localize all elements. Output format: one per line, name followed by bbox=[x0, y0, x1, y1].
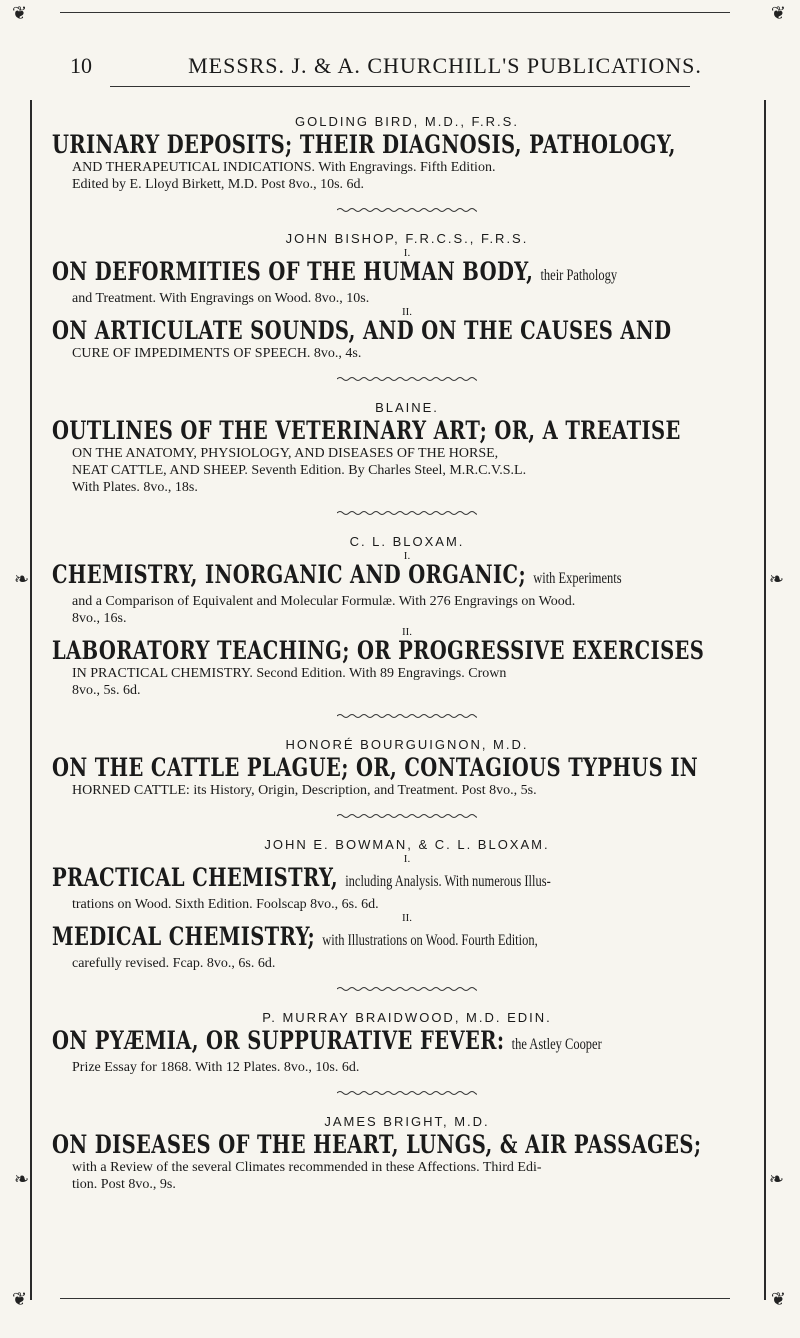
author-name: JOHN BISHOP, F.R.C.S., F.R.S. bbox=[285, 231, 529, 246]
work-description-line: trations on Wood. Sixth Edition. Foolscap 8vo., 6s. 6d. bbox=[72, 897, 379, 912]
work-numeral: II. bbox=[401, 912, 413, 924]
work-title bbox=[52, 754, 761, 782]
corner-ornament-icon: ❦ bbox=[770, 1289, 786, 1309]
side-ornament-icon: ❧ bbox=[14, 569, 30, 589]
catalogue-entries bbox=[52, 96, 762, 1193]
section-divider bbox=[337, 510, 477, 516]
author-name: C. L. BLOXAM. bbox=[349, 534, 465, 549]
catalogue-entry bbox=[52, 837, 762, 992]
work-title bbox=[52, 317, 761, 345]
section-divider bbox=[337, 986, 477, 992]
work-numeral: I. bbox=[403, 247, 411, 259]
catalogue-entry bbox=[52, 1010, 762, 1096]
work-title bbox=[52, 1027, 761, 1059]
work-title-text: CHEMISTRY, INORGANIC AND ORGANIC; bbox=[52, 560, 527, 589]
work-description-line: and Treatment. With Engravings on Wood. 8vo., 10s. bbox=[72, 291, 370, 306]
right-border bbox=[764, 100, 766, 1300]
work-title-text: ON THE CATTLE PLAGUE; OR, CONTAGIOUS TYPHUS IN bbox=[52, 753, 699, 782]
author-name: P. MURRAY BRAIDWOOD, M.D. EDIN. bbox=[262, 1010, 552, 1025]
work-title bbox=[52, 561, 761, 593]
work-numeral: I. bbox=[403, 853, 411, 865]
section-divider bbox=[337, 813, 477, 819]
section-divider bbox=[337, 1090, 477, 1096]
page-header bbox=[40, 52, 760, 80]
work-description-line: tion. Post 8vo., 9s. bbox=[72, 1177, 176, 1192]
work-description-line: With Plates. 8vo., 18s. bbox=[72, 480, 198, 495]
work-title-tail: the Astley Cooper bbox=[511, 1036, 602, 1053]
catalogue-entry bbox=[52, 737, 762, 819]
work-description-line: Edited by E. Lloyd Birkett, M.D. Post 8vo., 10s. 6d. bbox=[72, 177, 365, 192]
work-description-line: and a Comparison of Equivalent and Molecular Formulæ. With 276 Engravings on Wood. bbox=[72, 594, 576, 609]
corner-ornament-icon: ❦ bbox=[770, 3, 786, 23]
work-title-text: ON ARTICULATE SOUNDS, AND ON THE CAUSES AND bbox=[52, 316, 672, 345]
side-ornament-icon: ❧ bbox=[768, 569, 784, 589]
section-divider bbox=[337, 376, 477, 382]
work-title-tail: including Analysis. With numerous Illus- bbox=[345, 873, 551, 890]
work-title-text: URINARY DEPOSITS; THEIR DIAGNOSIS, PATHOLOGY, bbox=[52, 130, 676, 159]
work-numeral: I. bbox=[403, 550, 411, 562]
side-ornament-icon: ❧ bbox=[768, 1169, 784, 1189]
author-name: HONORÉ BOURGUIGNON, M.D. bbox=[285, 737, 529, 752]
catalogue-entry bbox=[52, 534, 762, 719]
catalogue-entry bbox=[52, 114, 762, 213]
work-title bbox=[52, 923, 761, 955]
work-description-line: CURE OF IMPEDIMENTS OF SPEECH. 8vo., 4s. bbox=[72, 346, 362, 361]
side-ornament-icon: ❧ bbox=[14, 1169, 30, 1189]
work-title bbox=[52, 131, 761, 159]
work-title-tail: with Illustrations on Wood. Fourth Edition, bbox=[322, 932, 538, 949]
running-title: MESSRS. J. & A. CHURCHILL'S PUBLICATIONS. bbox=[188, 53, 702, 78]
work-description-line: carefully revised. Fcap. 8vo., 6s. 6d. bbox=[72, 956, 276, 971]
work-description-line: AND THERAPEUTICAL INDICATIONS. With Engravings. Fifth Edition. bbox=[72, 160, 496, 175]
section-divider bbox=[337, 713, 477, 719]
section-divider bbox=[337, 207, 477, 213]
work-description-line: NEAT CATTLE, AND SHEEP. Seventh Edition. By Charles Steel, M.R.C.V.S.L. bbox=[72, 463, 527, 478]
work-title bbox=[52, 417, 761, 445]
author-name: GOLDING BIRD, M.D., F.R.S. bbox=[295, 114, 519, 129]
catalogue-entry bbox=[52, 400, 762, 516]
bottom-border-rule bbox=[60, 1298, 730, 1299]
author-name: BLAINE. bbox=[375, 400, 439, 415]
work-title-text: ON PYÆMIA, OR SUPPURATIVE FEVER: bbox=[52, 1026, 505, 1055]
top-border-rule bbox=[60, 12, 730, 13]
corner-ornament-icon: ❦ bbox=[12, 1289, 28, 1309]
work-description-line: 8vo., 16s. bbox=[72, 611, 127, 626]
work-title bbox=[52, 864, 761, 896]
work-description-line: ON THE ANATOMY, PHYSIOLOGY, AND DISEASES OF THE HORSE, bbox=[72, 446, 499, 461]
header-rule bbox=[110, 86, 690, 87]
work-title-tail: with Experiments bbox=[533, 570, 622, 587]
work-numeral: II. bbox=[401, 626, 413, 638]
work-numeral: II. bbox=[401, 306, 413, 318]
work-title bbox=[52, 1131, 761, 1159]
work-description-line: with a Review of the several Climates recommended in these Affections. Third Edi- bbox=[72, 1160, 542, 1175]
work-title-text: PRACTICAL CHEMISTRY, bbox=[52, 863, 339, 892]
catalogue-entry bbox=[52, 1114, 762, 1193]
author-name: JOHN E. BOWMAN, & C. L. BLOXAM. bbox=[264, 837, 550, 852]
work-title bbox=[52, 637, 761, 665]
work-description-line: 8vo., 5s. 6d. bbox=[72, 683, 141, 698]
corner-ornament-icon: ❦ bbox=[12, 3, 28, 23]
work-description-line: Prize Essay for 1868. With 12 Plates. 8vo., 10s. 6d. bbox=[72, 1060, 360, 1075]
work-title-tail: their Pathology bbox=[540, 267, 618, 284]
work-title bbox=[52, 258, 761, 290]
work-description-line: IN PRACTICAL CHEMISTRY. Second Edition. With 89 Engravings. Crown bbox=[72, 666, 507, 681]
catalogue-entry bbox=[52, 231, 762, 382]
author-name: JAMES BRIGHT, M.D. bbox=[324, 1114, 490, 1129]
work-title-text: ON DEFORMITIES OF THE HUMAN BODY, bbox=[52, 257, 534, 286]
work-title-text: ON DISEASES OF THE HEART, LUNGS, & AIR PASSAGES; bbox=[52, 1130, 702, 1159]
work-title-text: MEDICAL CHEMISTRY; bbox=[52, 922, 316, 951]
left-border bbox=[30, 100, 32, 1300]
work-description-line: HORNED CATTLE: its History, Origin, Description, and Treatment. Post 8vo., 5s. bbox=[72, 783, 537, 798]
work-title-text: OUTLINES OF THE VETERINARY ART; OR, A TREATISE bbox=[52, 416, 681, 445]
work-title-text: LABORATORY TEACHING; OR PROGRESSIVE EXERCISES bbox=[52, 636, 705, 665]
page-number: 10 bbox=[70, 53, 92, 78]
